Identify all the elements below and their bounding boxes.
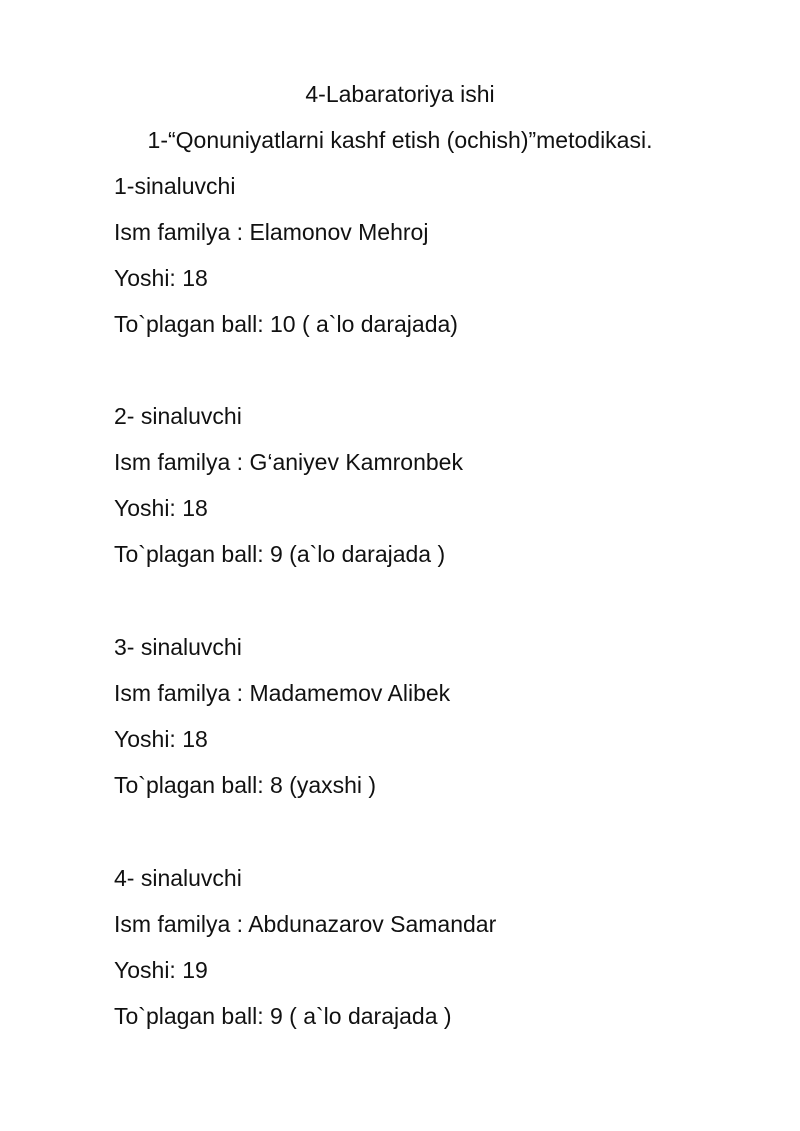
document-subtitle: 1-“Qonuniyatlarni kashf etish (ochish)”metodikasi. <box>147 127 653 153</box>
participant-2-score: To`plagan ball: 9 (a`lo darajada ) <box>114 541 446 567</box>
participant-1-name: Ism familya : Elamonov Mehroj <box>114 219 429 245</box>
participant-1-score: To`plagan ball: 10 ( a`lo darajada) <box>114 311 458 337</box>
participant-3-name: Ism familya : Madamemov Alibek <box>114 680 451 706</box>
participant-3-heading: 3- sinaluvchi <box>114 634 242 660</box>
participant-2-heading: 2- sinaluvchi <box>114 403 242 429</box>
participant-2-age: Yoshi: 18 <box>114 495 208 521</box>
participant-1-heading: 1-sinaluvchi <box>114 173 236 199</box>
participant-4-score: To`plagan ball: 9 ( a`lo darajada ) <box>114 1003 452 1029</box>
participant-4-name: Ism familya : Abdunazarov Samandar <box>114 911 497 937</box>
participant-2-name: Ism familya : G‘aniyev Kamronbek <box>114 449 463 475</box>
participant-3-age: Yoshi: 18 <box>114 726 208 752</box>
participant-4-age: Yoshi: 19 <box>114 957 208 983</box>
participant-3-score: To`plagan ball: 8 (yaxshi ) <box>114 772 377 798</box>
document-title: 4-Labaratoriya ishi <box>305 81 495 107</box>
participant-4-heading: 4- sinaluvchi <box>114 865 242 891</box>
participant-1-age: Yoshi: 18 <box>114 265 208 291</box>
